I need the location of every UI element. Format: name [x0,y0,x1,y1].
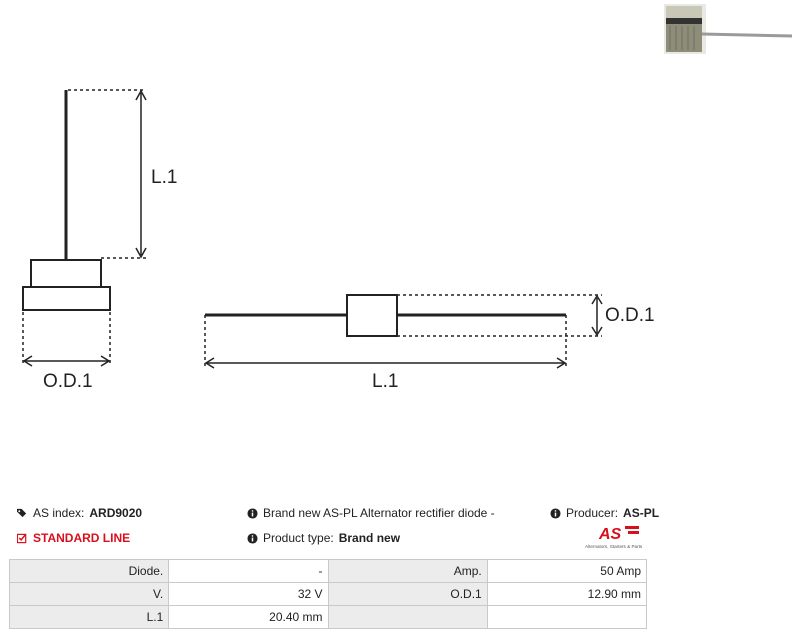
table-row [10,606,647,629]
specifications-table [9,559,647,629]
spec-label: Amp. [328,560,487,583]
spec-value: 12.90 mm [487,583,646,606]
top-view-diameter-dimension [592,296,602,335]
description-text: Brand new AS-PL Alternator rectifier diode - [263,506,495,520]
as-index-value: ARD9020 [89,506,143,520]
product-description [247,506,495,520]
svg-text:AS: AS [599,526,622,543]
producer [550,506,659,520]
side-view-diameter-label: O.D.1 [43,371,93,392]
svg-text:Alternators, Starters & Parts: Alternators, Starters & Parts [585,544,643,549]
top-view-diameter-label: O.D.1 [605,305,655,326]
spec-label [328,606,487,629]
product-type-value: Brand new [338,531,401,545]
spec-label: V. [10,583,169,606]
product-type [247,531,400,545]
table-row [10,583,647,606]
tags-icon [17,508,28,519]
check-square-icon [17,533,28,544]
as-index [17,506,142,520]
side-view-length-label: L.1 [151,167,178,188]
spec-value: 20.40 mm [169,606,328,629]
side-view-diameter-dimension [24,356,109,366]
product-type-label: Product type: [263,531,334,545]
spec-value [487,606,646,629]
info-icon [550,508,561,519]
spec-label: Diode. [10,560,169,583]
top-view-length-dimension [206,358,565,368]
spec-label: O.D.1 [328,583,487,606]
side-view-body-base [23,287,110,310]
spec-label: L.1 [10,606,169,629]
info-icon [247,533,258,544]
standard-line-label: STANDARD LINE [33,531,131,545]
producer-label: Producer: [566,506,619,520]
side-view-length-dimension [136,91,146,257]
spec-value: 32 V [169,583,328,606]
info-icon [247,508,258,519]
producer-value: AS-PL [623,506,660,520]
as-index-label: AS index: [33,506,85,520]
top-view-body [347,295,397,336]
table-row [10,560,647,583]
spec-value: - [169,560,328,583]
spec-value: 50 Amp [487,560,646,583]
as-brand-logo [585,524,647,550]
top-view-length-label: L.1 [372,371,399,392]
product-photo[interactable] [664,4,794,56]
side-view-body-top [31,260,101,287]
standard-line [17,531,130,545]
